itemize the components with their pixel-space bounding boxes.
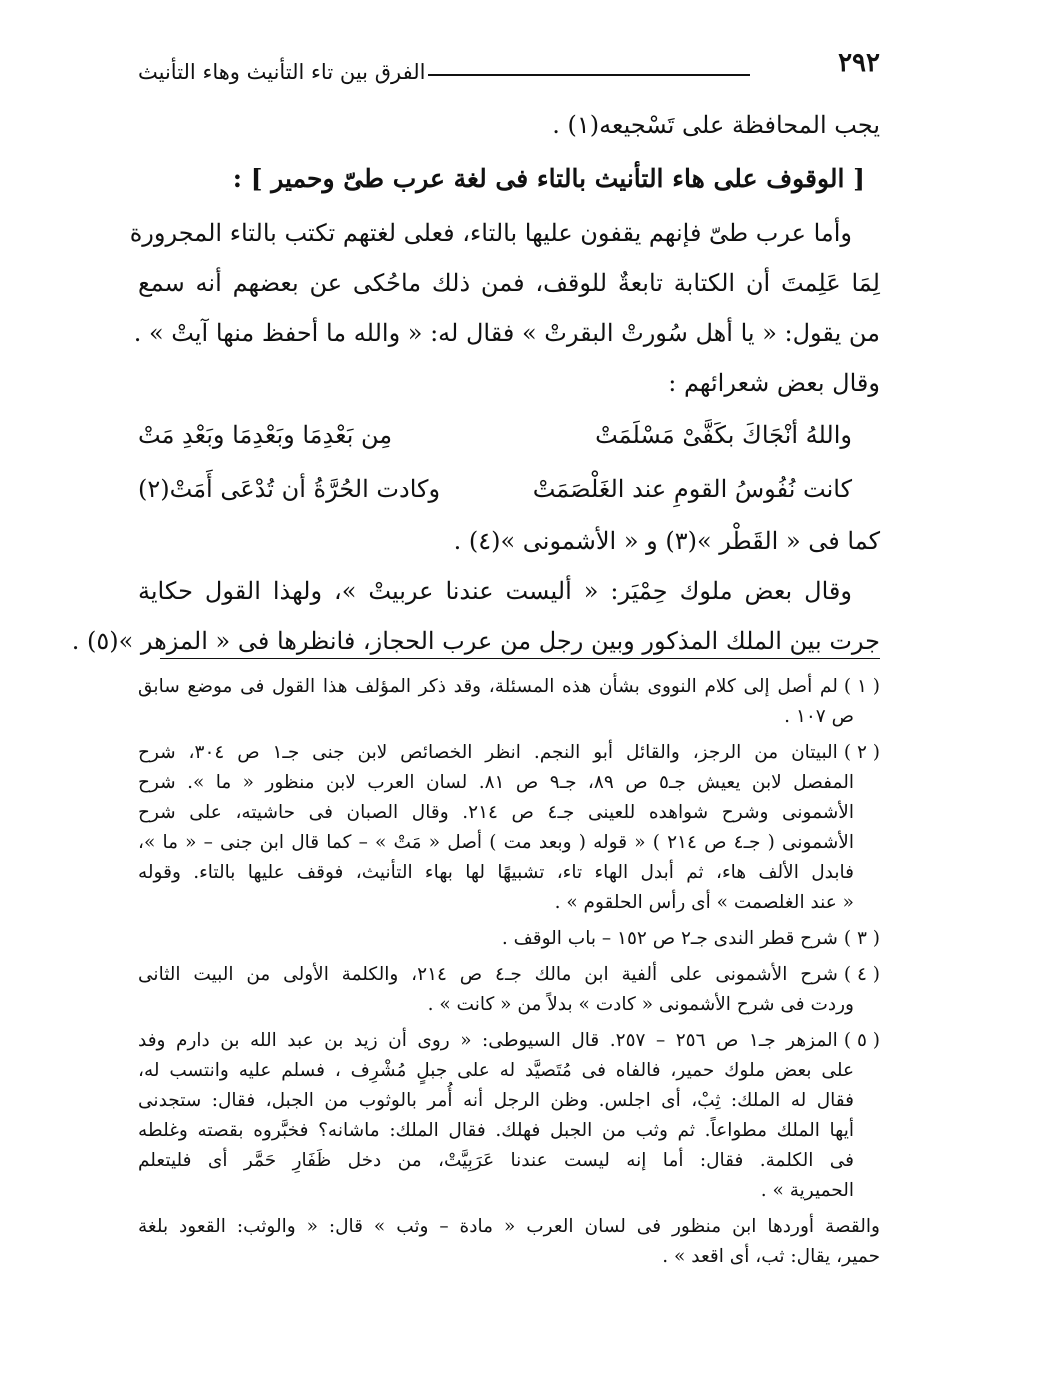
intro-line: يجب المحافظة على تَسْجيعه(١) . [552,111,880,139]
poem-verse [138,408,880,462]
footnote-number: ( ٣ ) [843,928,880,949]
verse-second-hemistich: وكادت الحُرَّةُ أن تُدْعَى أَمَتْ(٢) [138,475,441,503]
paragraph-line: وأما عرب طىّ فإنهم يقفون عليها بالتاء، فعلى لغتهم تكتب بالتاء المجرورة [129,219,852,247]
section-heading: [ الوقوف على هاء التأنيث بالتاء فى لغة عرب طىّ وحمير ] : [232,164,865,193]
poem-verse [138,462,880,516]
paragraph-line: لِمَا عَلِمتَ أن الكتابة تابعةٌ للوقف، فمن ذلك ماحُكى عن بعضهم أنه سمع [138,269,880,297]
footnote-number: ( ٢ ) [843,742,880,763]
verse-first-hemistich: واللهُ أنْجَاكَ بكَفَّىْ مَسْلَمَتْ [595,421,852,449]
source-line: كما فى « القَطْر »(٣) و « الأشمونى »(٤) . [453,527,880,555]
footnote [138,738,880,918]
footnote-line: « عند الغلصمت » أى رأس الحلقوم » . [554,892,854,913]
footnote-line: ( ٣ )شرح قطر الندى جـ٢ ص ١٥٢ – باب الوقف . [138,924,880,954]
footnote-line: المفصل لابن يعيش جـ٥ ص ٨٩، جـ٩ ص ٨١. لسان العرب لابن منظور « ما ». شرح [138,772,854,793]
footnote-number: ( ١ ) [843,676,880,697]
verse-second-hemistich: مِن بَعْدِمَا وبَعْدِمَا وبَعْدِ مَتْ [138,421,393,449]
footnote [138,924,880,954]
footnote-line: أيها الملك مطواعاً. ثم وثب من الجبل فهلك. فقال الملك: ماشانه؟ فخبَّروه بقصته وغلطه [138,1120,854,1141]
footnote [138,960,880,1020]
main-text [71,100,880,666]
footnote-line: ( ٢ )البيتان من الرجز، والقائل أبو النجم. انظر الخصائص لابن جنى جـ١ ص ٣٠٤، شرح [138,738,880,768]
footnote-number: ( ٤ ) [843,964,880,985]
footnote-line: فقال له الملك: ثِبْ، أى اجلس. وظن الرجل أنه أُمر بالوثوب من الجبل، فقال: ستجدنى [138,1090,854,1111]
page-header [138,46,880,86]
footnote [138,672,880,732]
footnote-number: ( ٥ ) [843,1030,880,1051]
footnote-line: الأشمونى وشرح شواهده للعينى جـ٤ ص ٢١٤. وقال الصبان فى حاشيته، على شرح [138,802,854,823]
paragraph-line: جرت بين الملك المذكور وبين رجل من عرب الحجاز، فانظرها فى « المزهر »(٥) . [71,627,880,655]
footnote-line: حمير، يقال: ثب، أى اقعد » . [662,1246,880,1267]
footnotes [138,672,880,1278]
footnote [138,1026,880,1206]
paragraph-line: من يقول: « يا أهل سُورتْ البقرتْ » فقال له: « والله ما أحفظ منها آيتْ » . [133,319,880,347]
footnote-line: ص ١٠٧ . [784,706,854,727]
footnote-line: على بعض ملوك حمير، فالفاه فى مُتَصيَّد له على جبلٍ مُشْرِف ، فسلم عليه وانتسب له، [138,1060,854,1081]
footnote-line: فابدل الألف هاء، ثم أبدل الهاء تاء، تشبيهًا لها بهاء التأنيث، فوقف عليها بالتاء. وقوله [138,862,854,883]
page-number: ٢٩٢ [838,48,880,78]
footnote-separator [160,658,880,659]
footnote-line: ( ٥ )المزهر جـ١ ص ٢٥٦ – ٢٥٧. قال السيوطى: « روى أن زيد بن عبد الله بن دارم وفد [138,1026,880,1056]
footnote-line: ( ٤ )شرح الأشمونى على ألفية ابن مالك جـ٤ ص ٢١٤، والكلمة الأولى من البيت الثانى [138,960,880,990]
running-title: الفرق بين تاء التأنيث وهاء التأنيث [138,60,426,84]
paragraph-line: وقال بعض ملوك حِمْيَر: « أليست عندنا عربيتْ »، ولهذا القول حكاية [138,577,852,605]
header-rule [428,74,750,76]
verse-first-hemistich: كانت نُفُوسُ القومِ عند الغَلْصَمَتْ [532,475,852,503]
footnote-line: والقصة أوردها ابن منظور فى لسان العرب « مادة – وثب » قال: « والوثب: القعود بلغة [138,1216,880,1237]
footnote-line: الحميرية » . [760,1180,854,1201]
footnote-line: ( ١ )لم أصل إلى كلام النووى بشأن هذه المسئلة، وقد ذكر المؤلف هذا القول فى موضع سابق [138,672,880,702]
footnote-line: وردت فى شرح الأشمونى « كادت » بدلاً من « كانت » . [427,994,854,1015]
footnote-line: الأشمونى ( جـ٤ ص ٢١٤ ) « قوله ( وبعد مت ) أصل « مَتْ » – كما قال ابن جنى – « ما »، [138,832,854,853]
footnote-line: فى الكلمة. فقال: أما إنه ليست عندنا عَرَبِيَّتْ، من دخل ظَفَارِ حَمَّر أى فليتعلم [138,1150,854,1171]
footnote-continuation [138,1212,880,1272]
paragraph-line: وقال بعض شعرائهم : [668,369,880,397]
